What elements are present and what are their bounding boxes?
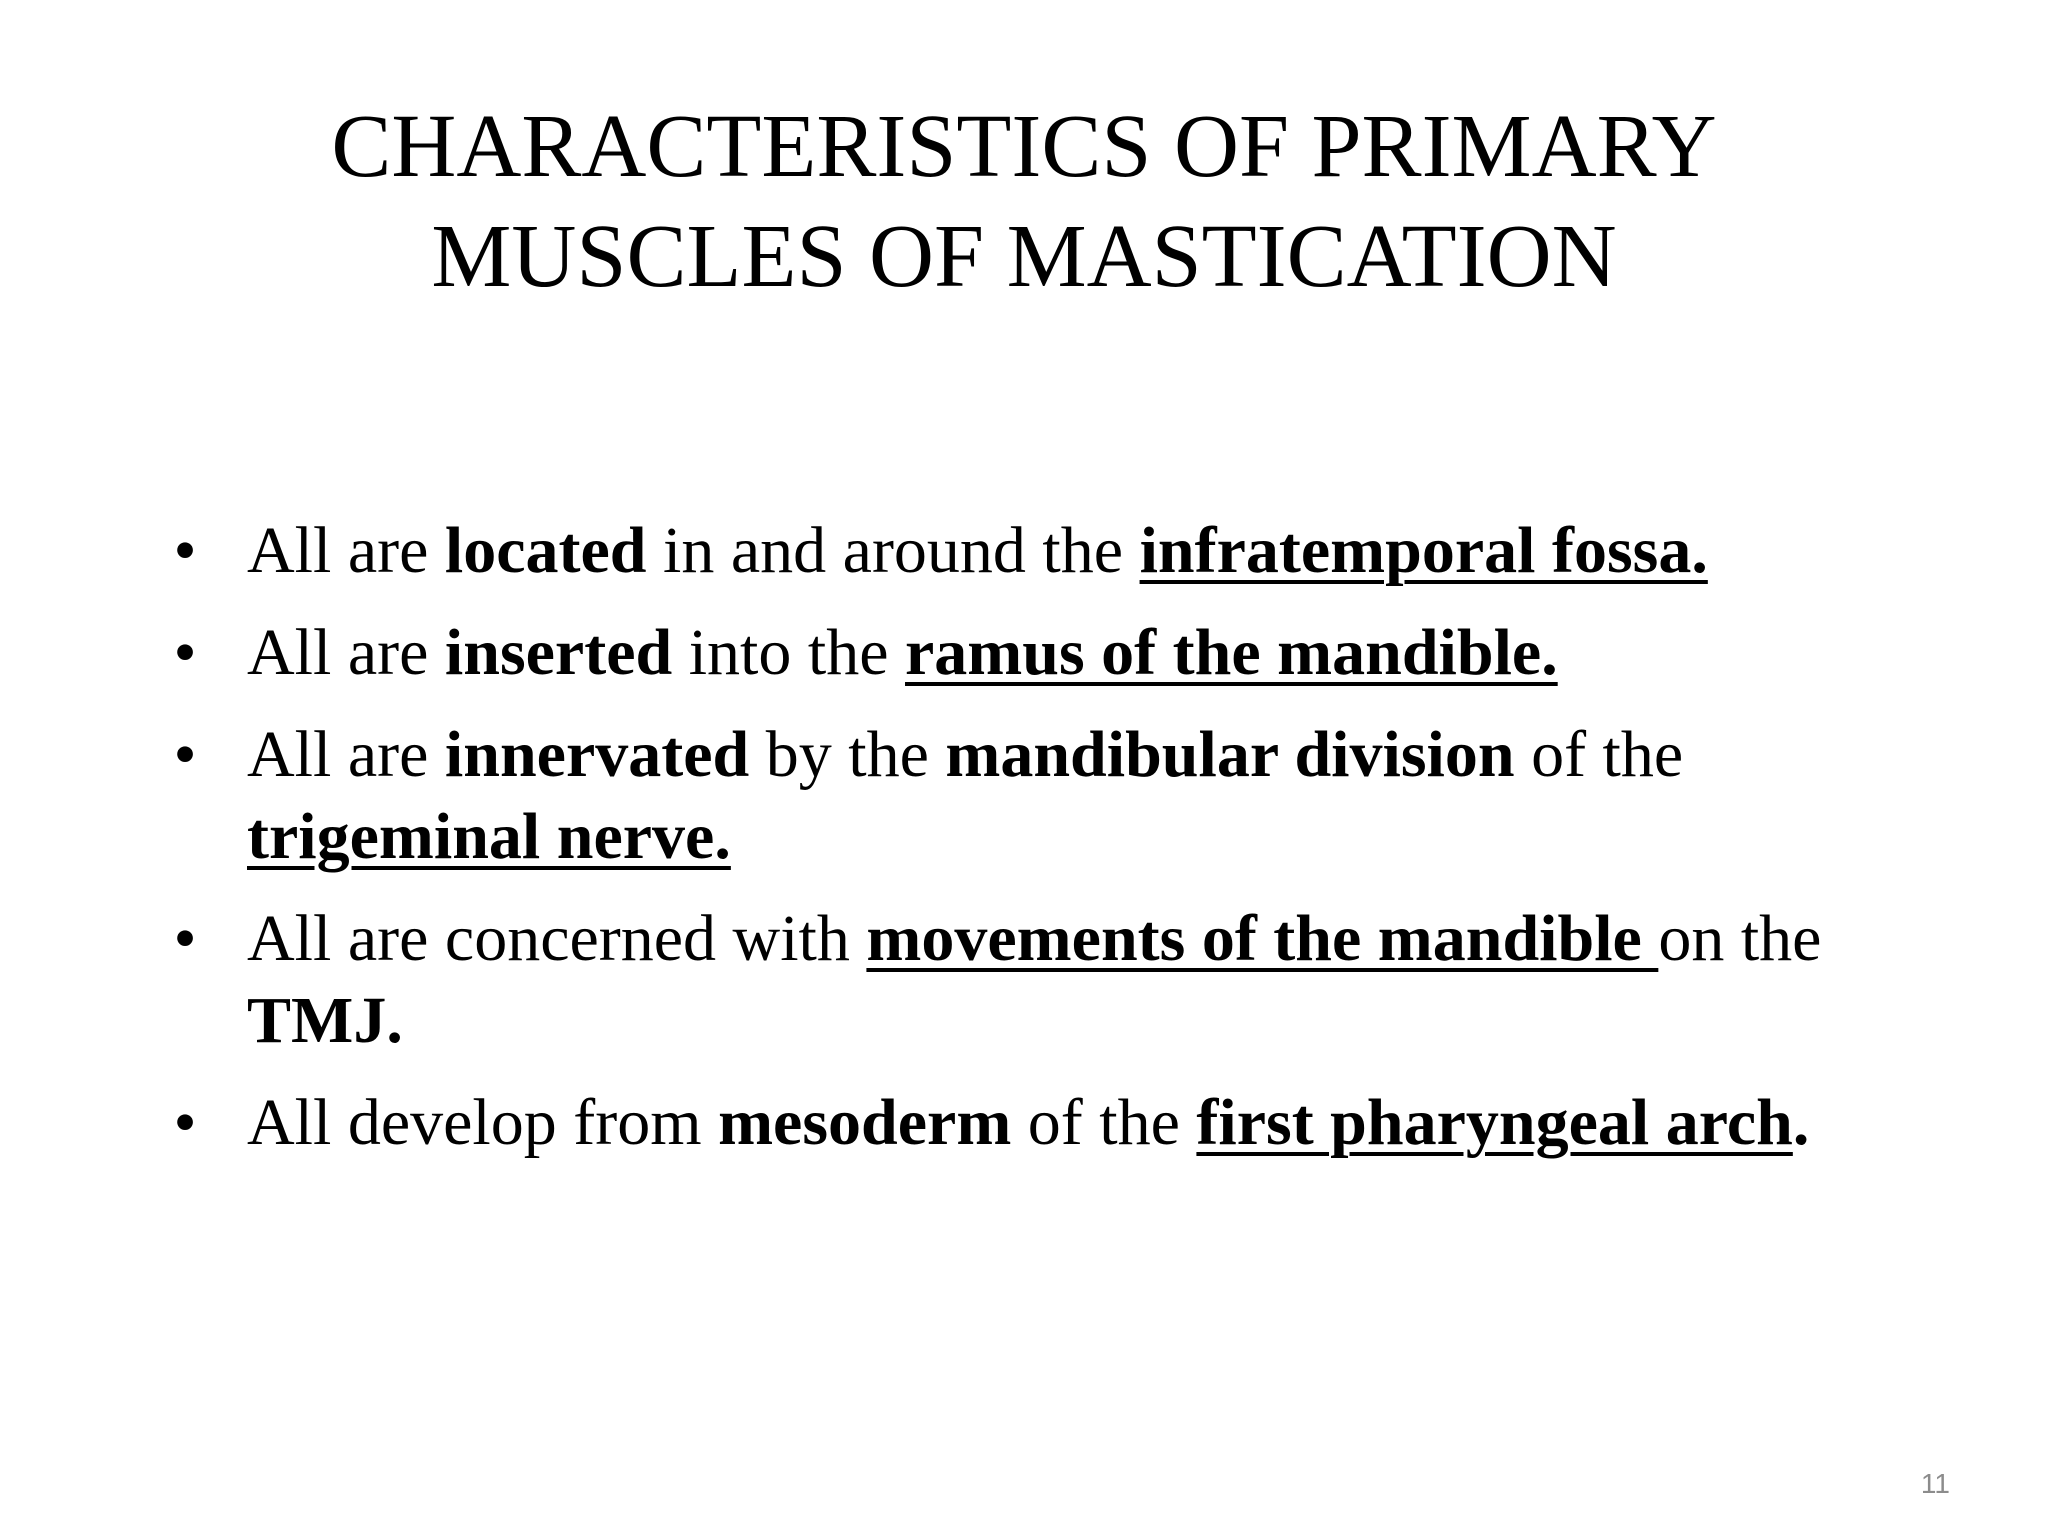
bullet-text: of the (1514, 718, 1684, 791)
bullet-text: All are (247, 718, 445, 791)
bullet-icon: • (173, 514, 197, 587)
bullet-key-phrase: movements of the mandible (866, 902, 1659, 975)
bullet-punctuation: . (1792, 1086, 1810, 1159)
bullet-text: of the (1011, 1086, 1197, 1159)
bullet-item (165, 898, 1845, 1062)
bullet-list (165, 510, 1845, 1184)
bullet-key-phrase: trigeminal nerve. (247, 800, 731, 873)
bullet-keyword: mesoderm (718, 1086, 1012, 1159)
slide-title (0, 92, 2048, 312)
bullet-keyword: TMJ. (247, 984, 403, 1057)
bullet-icon: • (173, 1086, 197, 1159)
slide-title-line-1: CHARACTERISTICS OF PRIMARY (331, 97, 1717, 196)
bullet-item (165, 510, 1845, 592)
bullet-text: All are (247, 514, 445, 587)
bullet-icon: • (173, 616, 197, 689)
bullet-key-phrase: infratemporal fossa. (1139, 514, 1708, 587)
page-number: 11 (1920, 1468, 1950, 1499)
bullet-item (165, 612, 1845, 694)
bullet-text: by the (749, 718, 946, 791)
bullet-item (165, 1082, 1845, 1164)
bullet-text: on the (1658, 902, 1822, 975)
bullet-text: into the (672, 616, 906, 689)
bullet-keyword: located (444, 514, 647, 587)
bullet-key-phrase: first pharyngeal arch (1196, 1086, 1793, 1159)
bullet-keyword: mandibular division (945, 718, 1515, 791)
bullet-keyword: inserted (444, 616, 673, 689)
bullet-icon: • (173, 718, 197, 791)
bullet-text: All are (247, 616, 445, 689)
bullet-text: All are concerned with (247, 902, 867, 975)
bullet-key-phrase: ramus of the mandible. (905, 616, 1558, 689)
bullet-icon: • (173, 902, 197, 975)
bullet-text: All develop from (247, 1086, 719, 1159)
slide-title-line-2: MUSCLES OF MASTICATION (431, 207, 1617, 306)
bullet-keyword: innervated (444, 718, 750, 791)
bullet-item (165, 714, 1845, 878)
bullet-text: in and around the (646, 514, 1140, 587)
